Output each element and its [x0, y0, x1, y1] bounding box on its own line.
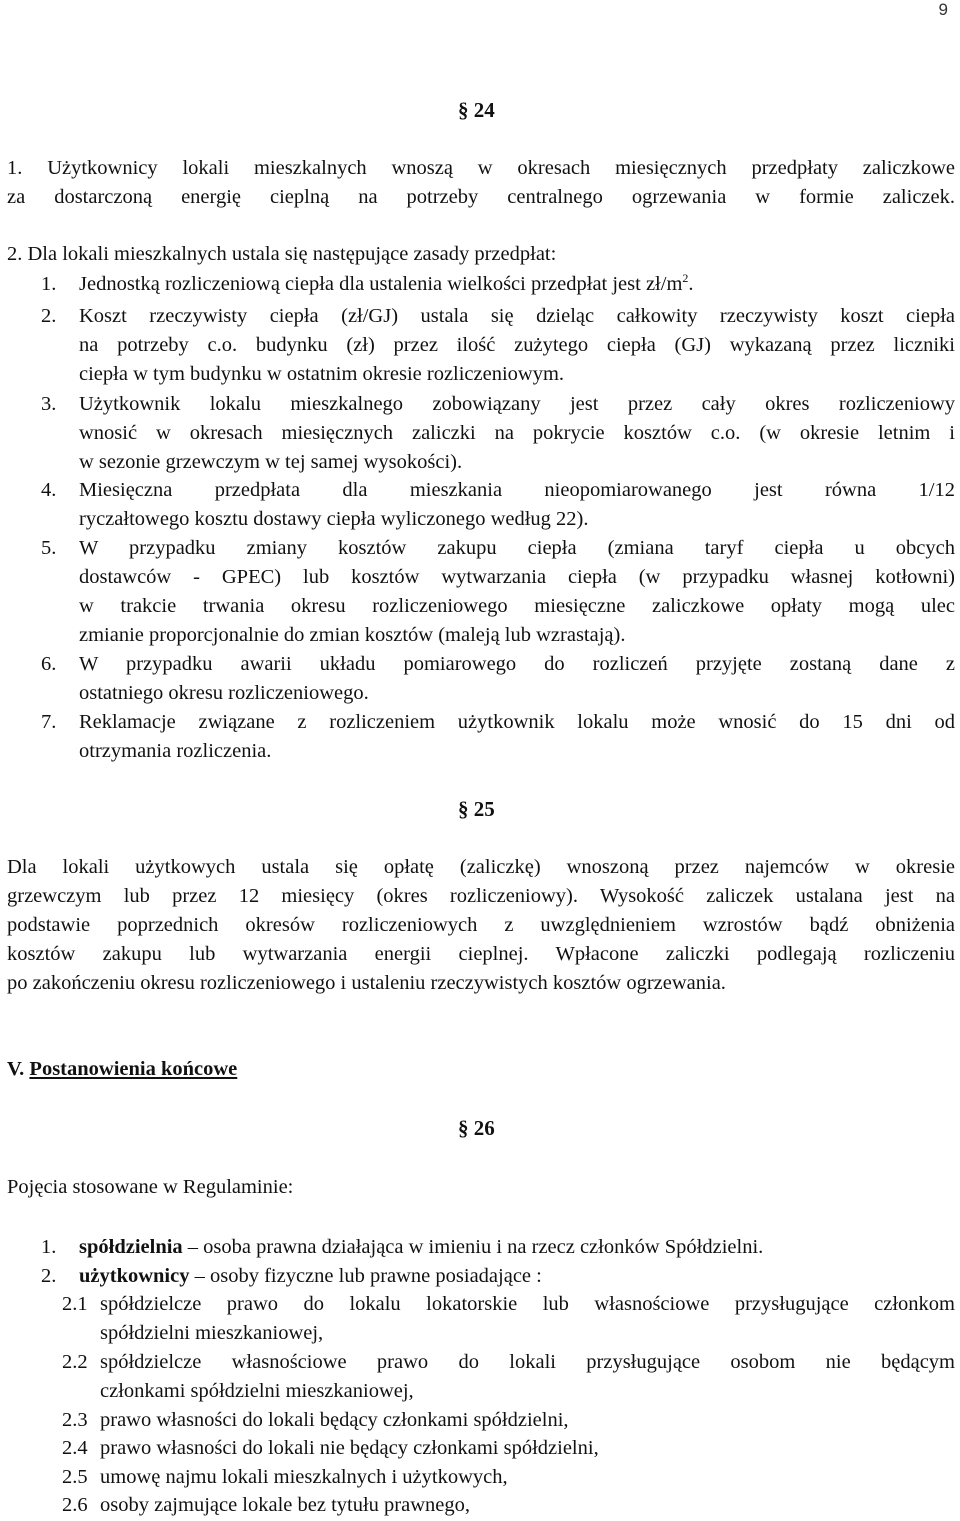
- item-number: 6.: [41, 653, 57, 675]
- definition-text: – osoba prawna działająca w imieniu i na rzecz członków Spółdzielni.: [182, 1236, 764, 1258]
- sub-item-line: osoby zajmujące lokale bez tytułu prawnego,: [100, 1494, 471, 1516]
- item-line: wnosić w okresach miesięcznych zaliczki na pokrycie kosztów c.o. (w okresie letnim i: [79, 422, 955, 444]
- item-line: W przypadku zmiany kosztów zakupu ciepła (zmiana taryf ciepła u obcych: [79, 537, 955, 559]
- item-line: ostatniego okresu rozliczeniowego.: [79, 682, 369, 704]
- item-line: w sezonie grzewczym w tej samej wysokości).: [79, 451, 463, 473]
- item-line: dostawców - GPEC) lub kosztów wytwarzania ciepła (w przypadku własnej kotłowni): [79, 566, 955, 588]
- sec24-p1-line1: 1. Użytkownicy lokali mieszkalnych wnoszą w okresach miesięcznych przedpłaty zaliczkowe: [7, 157, 955, 179]
- sec24-item-5: [41, 534, 955, 650]
- sec24-paragraph-1: [7, 154, 955, 212]
- sub-item-number: 2.5: [62, 1466, 88, 1488]
- sec25-line4: kosztów zakupu lub wytwarzania energii cieplnej. Wpłacone zaliczki podlegają rozliczeniu: [7, 943, 955, 965]
- sec24-item-7: [41, 708, 955, 766]
- sub-item-line: członkami spółdzielni mieszkaniowej,: [100, 1380, 414, 1402]
- sec24-item-2: [41, 302, 955, 389]
- item-line: W przypadku awarii układu pomiarowego do rozliczeń przyjęte zostaną dane z: [79, 653, 955, 675]
- sub-item-line: spółdzielcze własnościowe prawo do lokali przysługujące osobom nie będącym: [100, 1351, 955, 1373]
- item-line: w trakcie trwania okresu rozliczeniowego miesięczne zaliczkowe opłaty mogą ulec: [79, 595, 955, 617]
- sec26-intro: Pojęcia stosowane w Regulaminie:: [7, 1176, 294, 1198]
- item-number: 3.: [41, 393, 57, 415]
- sub-item-number: 2.6: [62, 1494, 88, 1516]
- sec24-item-6: [41, 650, 955, 708]
- sub-item-number: 2.1: [62, 1293, 88, 1315]
- item-number: 1.: [41, 1236, 57, 1258]
- sub-item-number: 2.3: [62, 1409, 88, 1431]
- definition-text: – osoby fizyczne lub prawne posiadające :: [189, 1265, 542, 1287]
- sub-item-2-2: [62, 1348, 955, 1406]
- sub-item-line: umowę najmu lokali mieszkalnych i użytkowych,: [100, 1466, 508, 1488]
- item-line: ryczałtowego kosztu dostawy ciepła wyliczonego według 22).: [79, 508, 589, 530]
- superscript-2: 2: [682, 271, 689, 285]
- sub-item-number: 2.4: [62, 1437, 88, 1459]
- chapter-heading: [7, 1055, 237, 1084]
- item-number: 4.: [41, 479, 57, 501]
- item-text-end: .: [688, 273, 694, 295]
- section-26-title: § 26: [458, 1116, 495, 1140]
- definition-term: użytkownicy: [79, 1265, 190, 1287]
- sec25-line1: Dla lokali użytkowych ustala się opłatę (zaliczkę) wnoszoną przez najemców w okresie: [7, 856, 955, 878]
- item-line: Koszt rzeczywisty ciepła (zł/GJ) ustala się dzieląc całkowity rzeczywisty koszt ciepła: [79, 305, 955, 327]
- chapter-title: Postanowienia końcowe: [29, 1058, 238, 1080]
- sec24-paragraph-2-intro: 2. Dla lokali mieszkalnych ustala się następujące zasady przedpłat:: [7, 243, 557, 265]
- item-number: 1.: [41, 273, 57, 295]
- sub-item-number: 2.2: [62, 1351, 88, 1373]
- sec24-item-3: [41, 390, 955, 477]
- chapter-number: V.: [7, 1058, 25, 1080]
- item-number: 5.: [41, 537, 57, 559]
- sec24-item-4: [41, 476, 955, 534]
- sec25-line2: grzewczym lub przez 12 miesięcy (okres rozliczeniowy). Wysokość zaliczek ustalana jest na: [7, 885, 955, 907]
- sec25-paragraph: [7, 853, 955, 998]
- item-line: Reklamacje związane z rozliczeniem użytkownik lokalu może wnosić do 15 dni od: [79, 711, 955, 733]
- sec25-line3: podstawie poprzednich okresów rozliczeniowych z uwzględnieniem wzrostów bądź obniżenia: [7, 914, 955, 936]
- item-line: na potrzeby c.o. budynku (zł) przez ilość zużytego ciepła (GJ) wykazaną przez liczniki: [79, 334, 955, 356]
- sec24-p1-line2: za dostarczoną energię cieplną na potrzeby centralnego ogrzewania w formie zaliczek.: [7, 186, 955, 208]
- sec25-line5: po zakończeniu okresu rozliczeniowego i ustaleniu rzeczywistych kosztów ogrzewania.: [7, 972, 726, 994]
- item-line: zmianie proporcjonalnie do zmian kosztów (maleją lub wzrastają).: [79, 624, 626, 646]
- item-line: otrzymania rozliczenia.: [79, 740, 272, 762]
- item-number: 7.: [41, 711, 57, 733]
- item-line: Miesięczna przedpłata dla mieszkania nieopomiarowanego jest równa 1/12: [79, 479, 955, 501]
- sub-item-line: spółdzielni mieszkaniowej,: [100, 1322, 324, 1344]
- section-24-title: § 24: [458, 98, 495, 122]
- sub-item-line: prawo własności do lokali będący członkami spółdzielni,: [100, 1409, 569, 1431]
- definition-term: spółdzielnia: [79, 1236, 183, 1258]
- sub-item-2-1: [62, 1290, 955, 1348]
- item-line: Użytkownik lokalu mieszkalnego zobowiązany jest przez cały okres rozliczeniowy: [79, 393, 955, 415]
- sub-item-line: spółdzielcze prawo do lokalu lokatorskie lub własnościowe przysługujące członkom: [100, 1293, 955, 1315]
- item-line: ciepła w tym budynku w ostatnim okresie rozliczeniowym.: [79, 363, 565, 385]
- sub-item-line: prawo własności do lokali nie będący członkami spółdzielni,: [100, 1437, 599, 1459]
- page-number: 9: [938, 0, 948, 19]
- item-number: 2.: [41, 1265, 57, 1287]
- item-text: Jednostką rozliczeniową ciepła dla ustalenia wielkości przedpłat jest zł/m: [79, 273, 683, 295]
- item-number: 2.: [41, 305, 57, 327]
- section-25-title: § 25: [458, 797, 495, 821]
